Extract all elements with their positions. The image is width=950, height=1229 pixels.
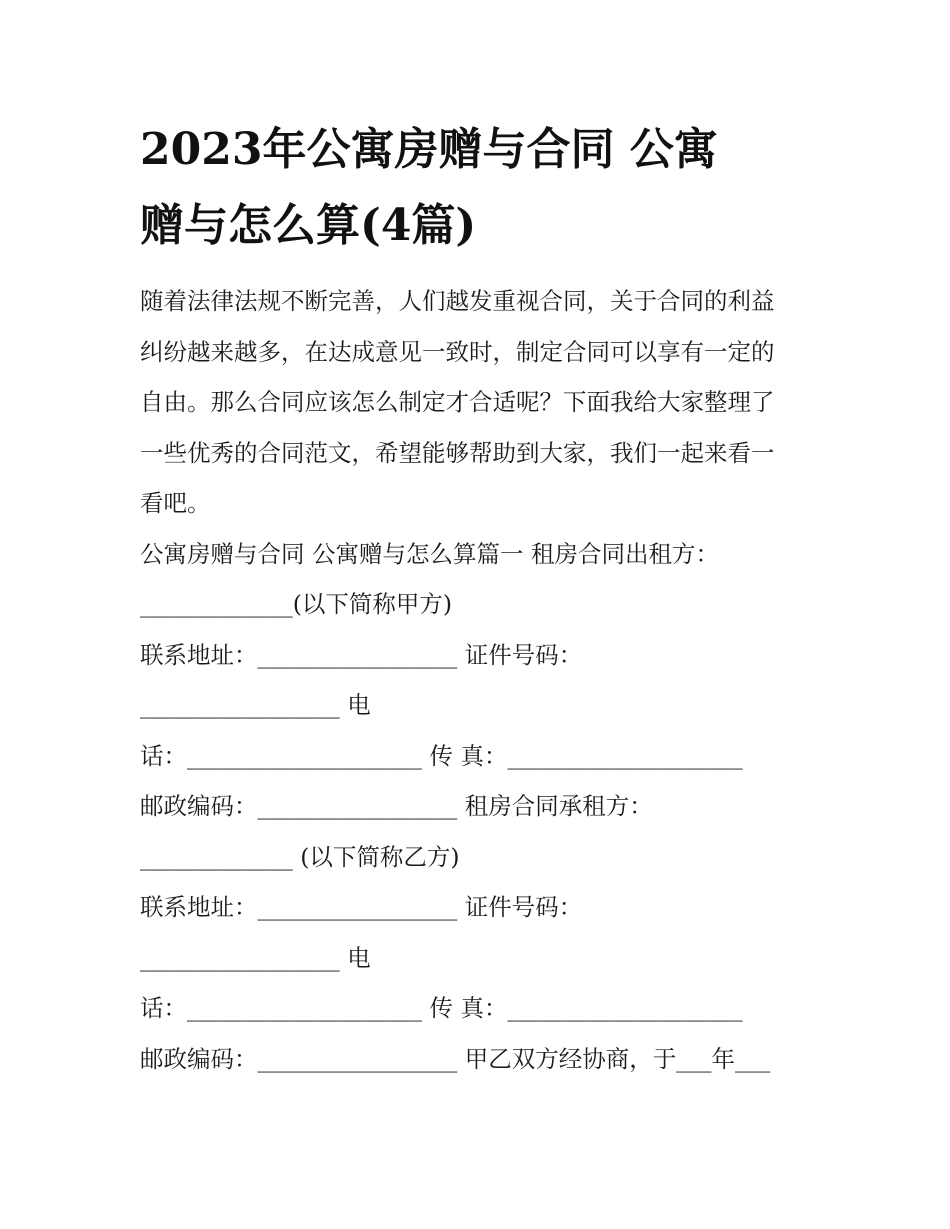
form-field-line: _____________ (以下简称乙方): [140, 842, 460, 871]
form-field-line: 邮政编码：_________________ 租房合同承租方：: [140, 792, 653, 820]
form-field-line: _________________ 电: [140, 691, 371, 719]
form-field-line: 话：____________________ 传 真：____________________: [140, 994, 743, 1022]
body-line: 一些优秀的合同范文，希望能够帮助到大家，我们一起来看一: [140, 438, 775, 467]
body-line: 看吧。: [140, 489, 211, 517]
section-heading-line: 公寓房赠与合同 公寓赠与怎么算篇一 租房合同出租方：: [140, 539, 719, 568]
title-line: 赠与怎么算(4篇): [140, 200, 477, 251]
document-title: [140, 112, 830, 264]
form-field-line: 联系地址：_________________ 证件号码：: [140, 640, 583, 669]
document-body: [140, 276, 830, 1084]
body-line: 自由。那么合同应该怎么制定才合适呢？下面我给大家整理了: [140, 388, 775, 416]
title-line: 2023年公寓房赠与合同 公寓: [140, 124, 718, 175]
body-line: 随着法律法规不断完善，人们越发重视合同，关于合同的利益: [140, 287, 775, 315]
form-field-line: 邮政编码：_________________ 甲乙双方经协商，于___年___: [140, 1044, 771, 1073]
form-field-line: _____________(以下简称甲方): [140, 590, 453, 618]
form-field-line: 联系地址：_________________ 证件号码：: [140, 893, 583, 921]
form-field-line: 话：____________________ 传 真：____________________: [140, 741, 743, 770]
body-line: 纠纷越来越多，在达成意见一致时，制定合同可以享有一定的: [140, 337, 775, 366]
form-field-line: _________________ 电: [140, 943, 371, 972]
